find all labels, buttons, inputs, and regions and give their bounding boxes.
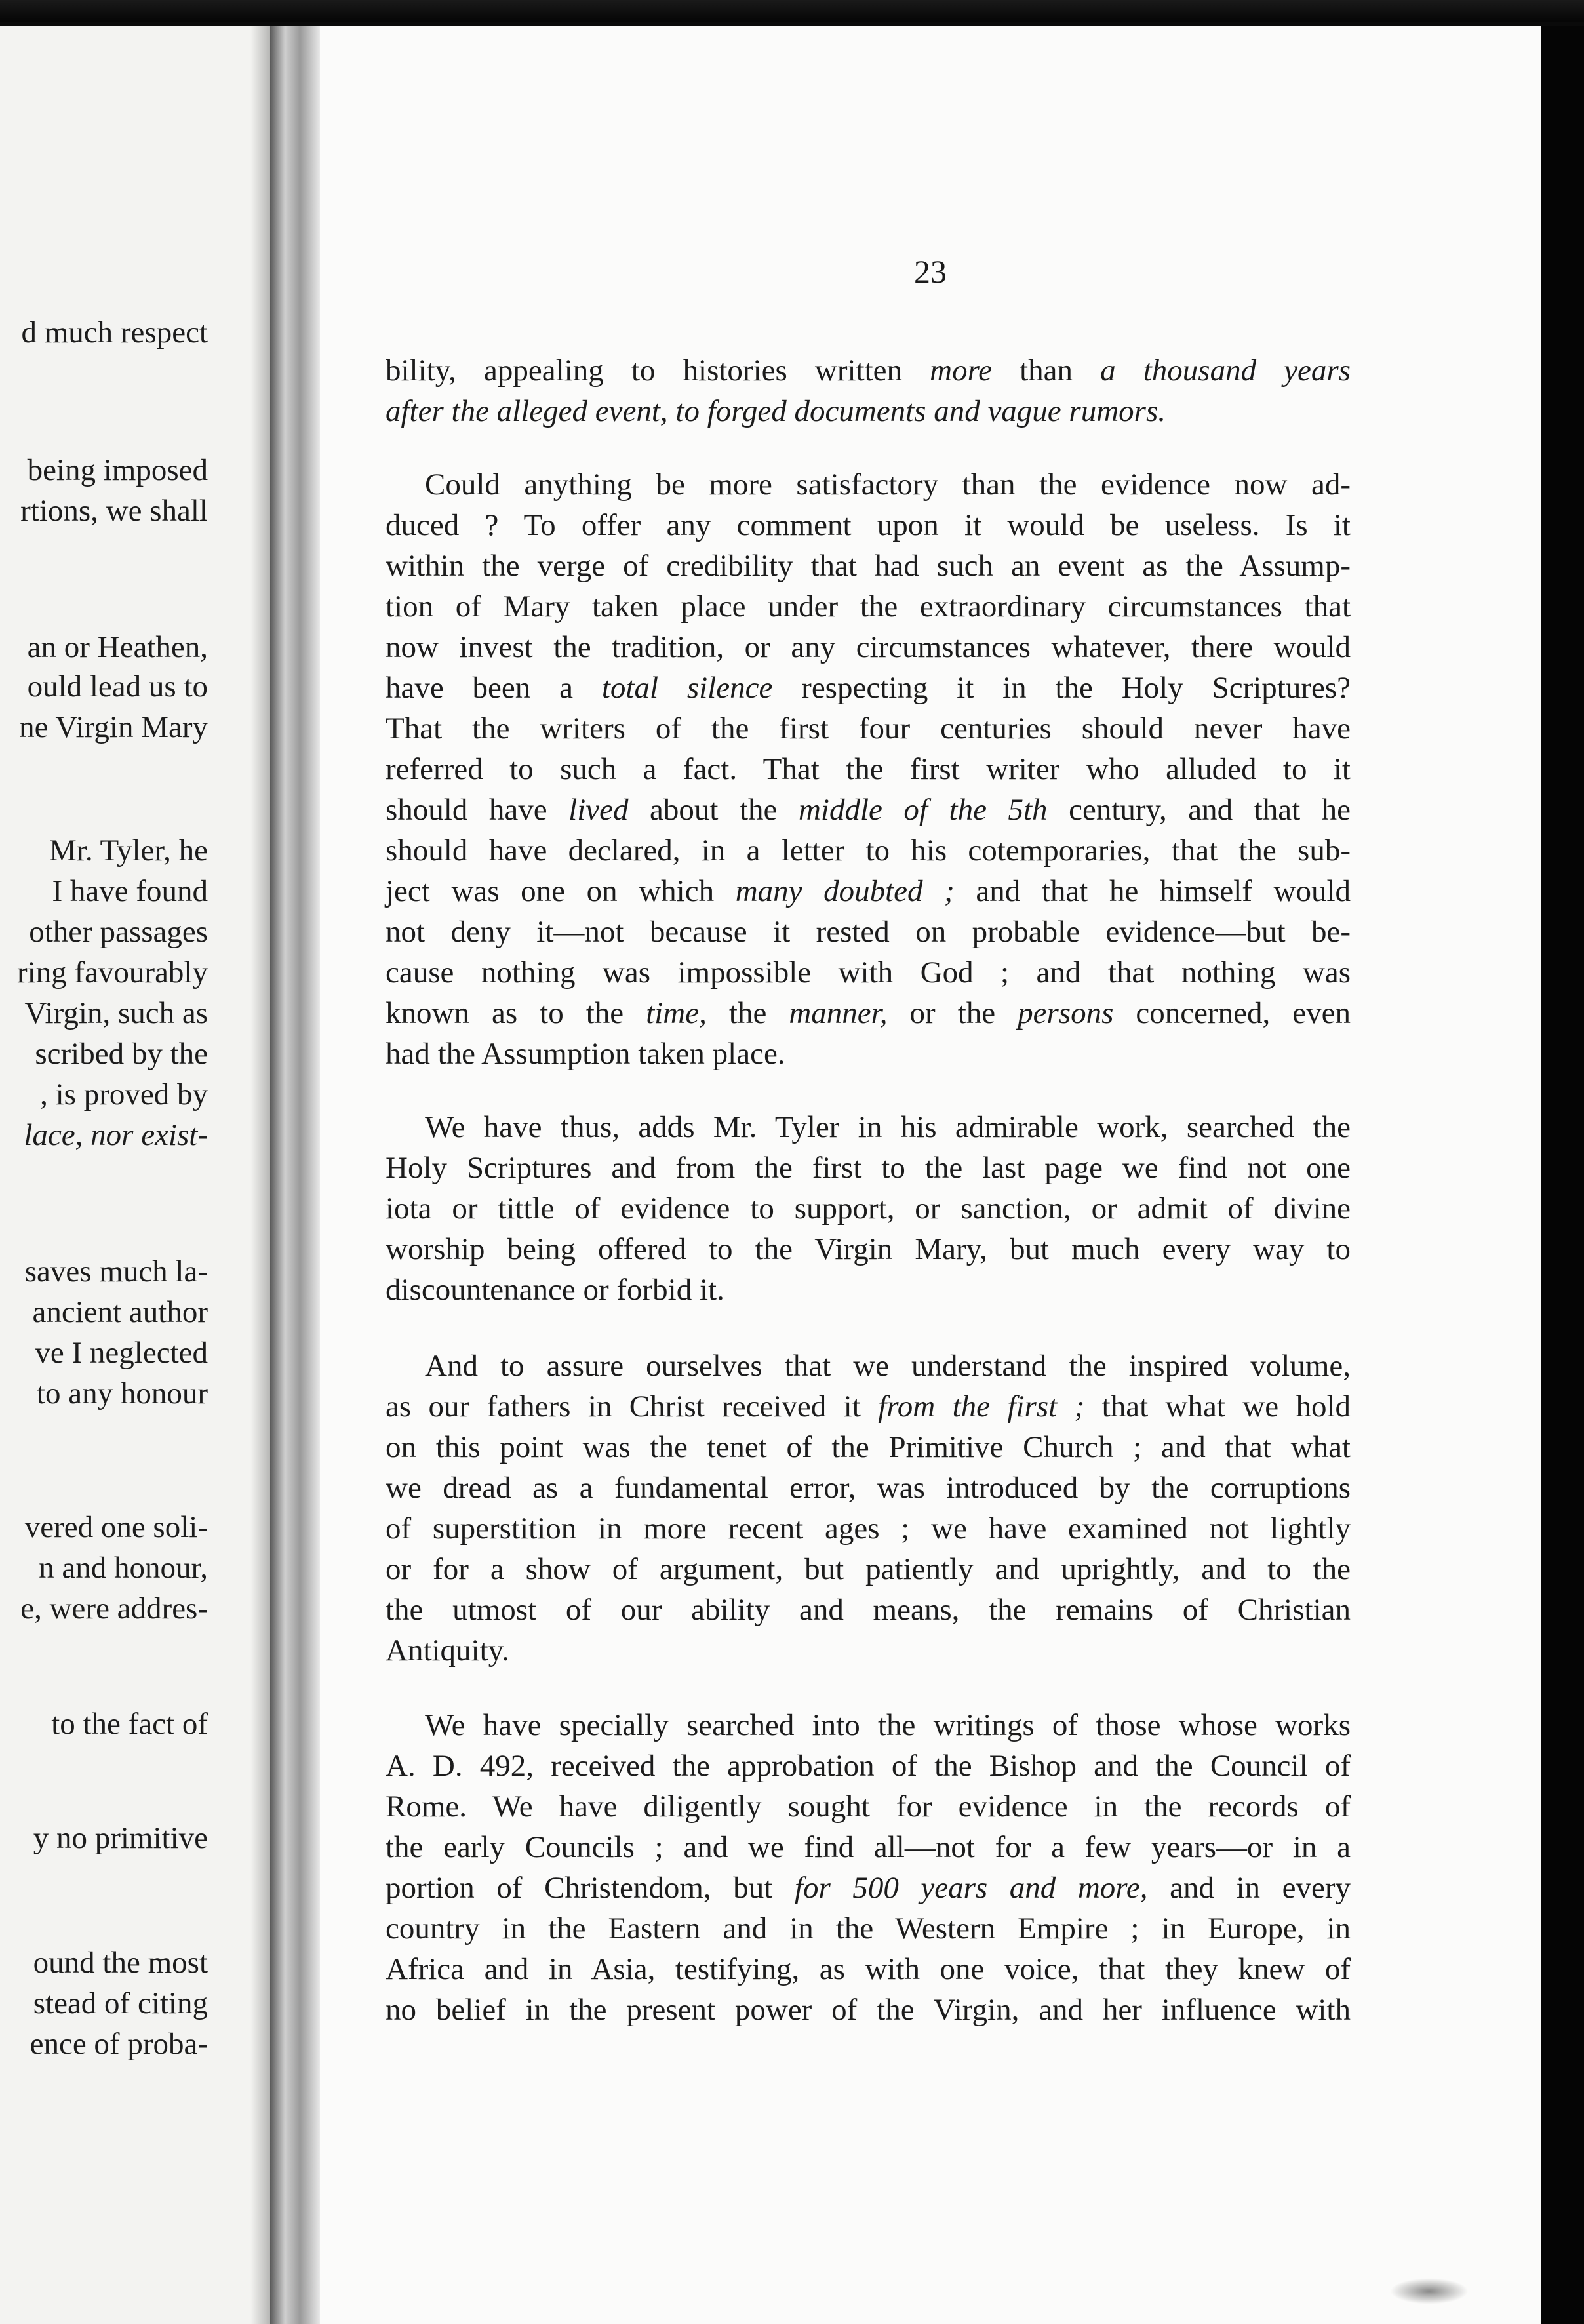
text-line: discountenance or forbid it. — [386, 1273, 724, 1307]
left-page-line: n and honour, — [39, 1551, 208, 1585]
left-page-line: ancient author — [32, 1295, 208, 1329]
left-page-line: to any honour — [36, 1376, 208, 1411]
text-line: or for a show of argument, but patiently and uprightly, and to the — [386, 1552, 1351, 1586]
text-line: cause nothing was impossible with God ; and that nothing was — [386, 955, 1351, 990]
left-page-line: ve I neglected — [35, 1336, 208, 1370]
text-line: worship being offered to the Virgin Mary, but much every way to — [386, 1232, 1351, 1266]
text-line: referred to such a fact. That the first writer who alluded to it — [386, 752, 1351, 786]
text-line: iota or tittle of evidence to support, or sanction, or admit of divine — [386, 1192, 1351, 1226]
text-line: no belief in the present power of the Virgin, and her influence with — [386, 1993, 1351, 2027]
text-line: Rome. We have diligently sought for evidence in the records of — [386, 1790, 1351, 1824]
left-page-line: being imposed — [27, 453, 208, 487]
left-page-line: e, were addres- — [20, 1592, 208, 1626]
text-line: of superstition in more recent ages ; we have examined not lightly — [386, 1512, 1351, 1546]
text-line: We have thus, adds Mr. Tyler in his admirable work, searched the — [425, 1110, 1351, 1144]
text-line: on this point was the tenet of the Primitive Church ; and that what — [386, 1430, 1351, 1464]
text-line: And to assure ourselves that we understand the inspired volume, — [425, 1349, 1351, 1383]
left-page-line: d much respect — [21, 315, 208, 350]
left-page-line: I have found — [52, 874, 208, 908]
scan-top-edge — [0, 0, 1584, 22]
left-page-line: ence of proba- — [30, 2027, 208, 2061]
book-spine — [270, 26, 320, 2324]
text-line: A. D. 492, received the approbation of the Bishop and the Council of — [386, 1749, 1351, 1783]
text-line: within the verge of credibility that had such an event as the Assump- — [386, 549, 1351, 583]
text-line: have been a total silence respecting it in the Holy Scriptures? — [386, 671, 1351, 705]
left-page-line: lace, nor exist- — [24, 1118, 208, 1152]
previous-page-fragment — [0, 26, 270, 2324]
text-line: the utmost of our ability and means, the remains of Christian — [386, 1593, 1351, 1627]
text-line: after the alleged event, to forged documents and vague rumors. — [386, 394, 1166, 428]
left-page-line: saves much la- — [24, 1254, 208, 1289]
left-page-line: other passages — [29, 915, 208, 949]
left-page-gutter-shadow — [250, 26, 270, 2324]
left-page-line: ring favourably — [16, 955, 208, 990]
text-line: Could anything be more satisfactory than the evidence now ad- — [425, 468, 1351, 502]
text-line: duced ? To offer any comment upon it would be useless. Is it — [386, 508, 1351, 542]
left-page-line: ound the most — [33, 1946, 208, 1980]
left-page-line: , is proved by — [40, 1077, 208, 1112]
text-line: tion of Mary taken place under the extraordinary circumstances that — [386, 590, 1351, 624]
text-line: now invest the tradition, or any circumstances whatever, there would — [386, 630, 1351, 664]
page-number: 23 — [914, 253, 947, 290]
left-page-line: scribed by the — [35, 1037, 208, 1071]
text-line: should have lived about the middle of the 5th century, and that he — [386, 793, 1351, 827]
text-line: the early Councils ; and we find all—not for a few years—or in a — [386, 1830, 1351, 1864]
text-line: That the writers of the first four centuries should never have — [386, 711, 1351, 746]
scan-smudge — [1390, 2278, 1469, 2304]
left-page-line: stead of citing — [33, 1986, 208, 2020]
left-page-line: vered one soli- — [24, 1510, 208, 1544]
left-page-line: y no primitive — [33, 1821, 208, 1855]
text-line: should have declared, in a letter to his cotemporaries, that the sub- — [386, 833, 1351, 868]
text-line: as our fathers in Christ received it from the first ; that what we hold — [386, 1390, 1351, 1424]
text-line: portion of Christendom, but for 500 years and more, and in every — [386, 1871, 1351, 1905]
current-page — [320, 26, 1541, 2324]
text-line: bility, appealing to histories written more than a thousand years — [386, 353, 1351, 388]
text-line: known as to the time, the manner, or the persons concerned, even — [386, 996, 1351, 1030]
text-line: Antiquity. — [386, 1633, 509, 1668]
left-page-line: Virgin, such as — [24, 996, 208, 1030]
left-page-line: ould lead us to — [27, 670, 208, 704]
text-line: Holy Scriptures and from the first to the last page we find not one — [386, 1151, 1351, 1185]
text-line: Africa and in Asia, testifying, as with one voice, that they knew of — [386, 1952, 1351, 1986]
text-line: We have specially searched into the writings of those whose works — [425, 1708, 1351, 1742]
text-line: had the Assumption taken place. — [386, 1037, 785, 1071]
left-page-line: an or Heathen, — [27, 630, 208, 664]
text-line: not deny it—not because it rested on probable evidence—but be- — [386, 915, 1351, 949]
left-page-line: to the fact of — [51, 1707, 208, 1741]
left-page-line: rtions, we shall — [20, 494, 208, 528]
text-line: ject was one on which many doubted ; and that he himself would — [386, 874, 1351, 908]
text-line: country in the Eastern and in the Western Empire ; in Europe, in — [386, 1912, 1351, 1946]
left-page-line: Mr. Tyler, he — [49, 833, 208, 868]
left-page-line: ne Virgin Mary — [19, 710, 208, 744]
text-line: we dread as a fundamental error, was introduced by the corruptions — [386, 1471, 1351, 1505]
scan-right-edge — [1541, 26, 1584, 2324]
